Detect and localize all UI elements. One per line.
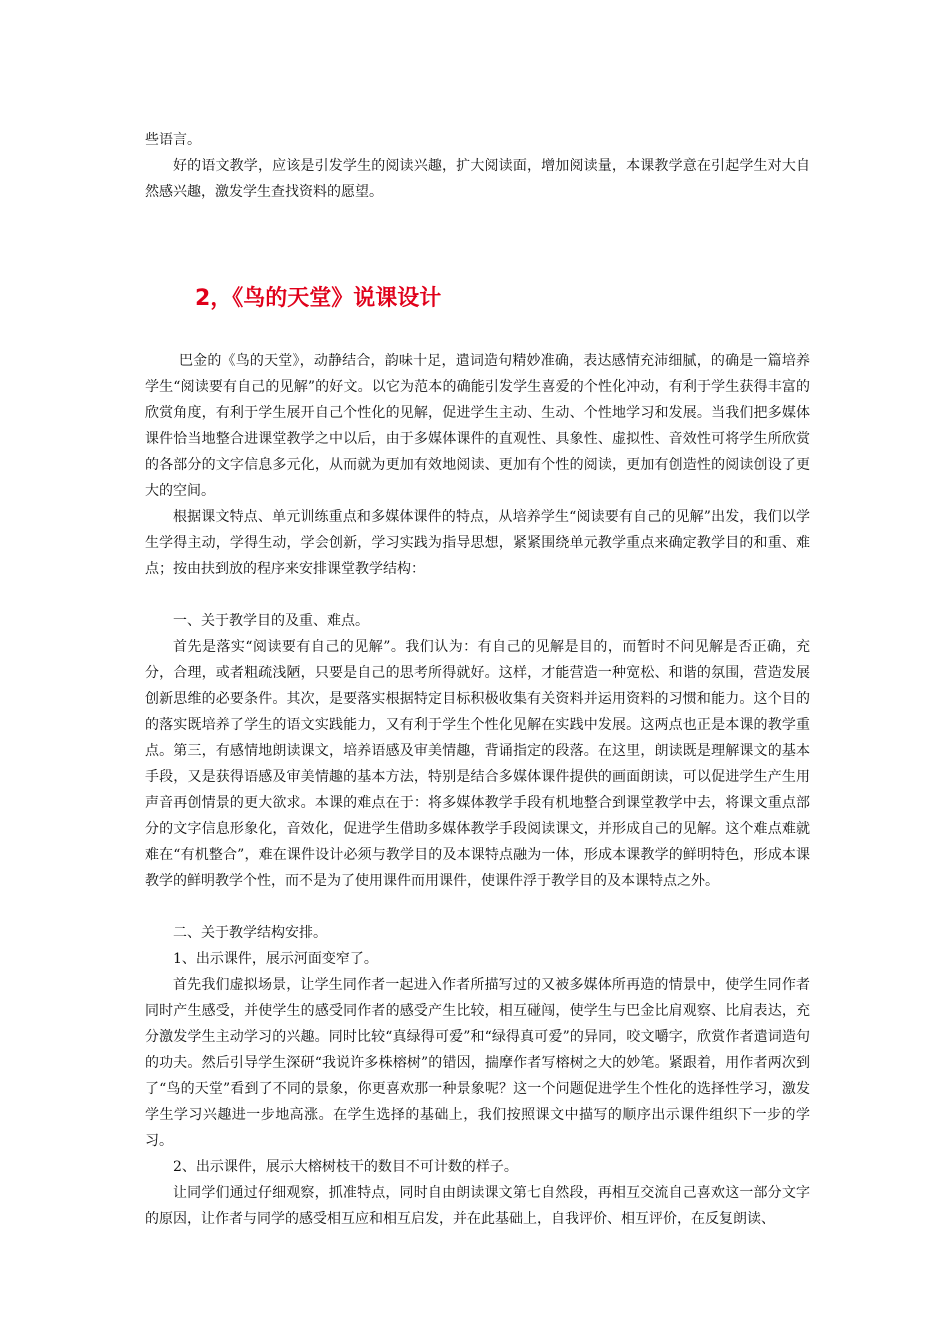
body-paragraph-1: 巴金的《鸟的天堂》，动静结合，韵味十足，遣词造句精妙准确，表达感情充沛细腻，的确是一篇培养学生“阅读要有自己的见解”的好文。以它为范本的确能引发学生喜爱的个性化冲动，有利于学生获得丰富的欣赏角度，有利于学生展开自己个性化的见解，促进学生主动、生动、个性地学习和发展。当我们把多媒体课件恰当地整合进课堂教学之中以后，由于多媒体课件的直观性、具象性、虚拟性、音效性可将学生所欣赏的各部分的文字信息多元化，从而就为更加有效地阅读、更加有个性的阅读，更加有创造性的阅读创设了更大的空间。 (145, 353, 810, 499)
intro-paragraph: 好的语文教学，应该是引发学生的阅读兴趣，扩大阅读面，增加阅读量，本课教学意在引起学生对大自然感兴趣，激发学生查找资料的愿望。 (145, 158, 810, 200)
spacer (145, 582, 810, 608)
heading-teaching-structure: 二、关于教学结构安排。 (173, 925, 327, 941)
step-1: 1、出示课件，展示河面变窄了。 (173, 951, 378, 967)
body-paragraph-3: 首先是落实“阅读要有自己的见解”。我们认为：有自己的见解是目的，而暂时不问见解是否正确，充分，合理，或者粗疏浅陋，只要是自己的思考所得就好。这样，才能营造一种宽松、和谐的氛围，营造发展创新思维的必要条件。其次，是要落实根据特定目标积极收集有关资料并运用资料的习惯和能力。这个目的的落实既培养了学生的语文实践能力，又有利于学生个性化见解在实践中发展。这两点也正是本课的教学重点。第三，有感情地朗读课文，培养语感及审美情趣，背诵指定的段落。在这里，朗读既是理解课文的基本手段，又是获得语感及审美情趣的基本方法，特别是结合多媒体课件提供的画面朗读，可以促进学生产生用声音再创情景的更大欲求。本课的难点在于：将多媒体教学手段有机地整合到课堂教学中去，将课文重点部分的文字信息形象化，音效化，促进学生借助多媒体教学手段阅读课文，并形成自己的见解。这个难点难就难在“有机整合”，难在课件设计必须与教学目的及本课特点融为一体，形成本课教学的鲜明特色，形成本课教学的鲜明教学个性，而不是为了使用课件而用课件，使课件浮于教学目的及本课特点之外。 (145, 639, 810, 889)
body-section (145, 348, 810, 1232)
heading-teaching-goals: 一、关于教学目的及重、难点。 (173, 613, 369, 629)
intro-continuation: 些语言。 (145, 132, 201, 148)
body-paragraph-2: 根据课文特点、单元训练重点和多媒体课件的特点，从培养学生“阅读要有自己的见解”出发，我们以学生学得主动，学得生动，学会创新，学习实践为指导思想，紧紧围绕单元教学重点来确定教学目的和重、难点；按由扶到放的程序来安排课堂教学结构： (145, 509, 810, 577)
section-title: 2，《鸟的天堂》说课设计 (195, 286, 442, 311)
spacer (145, 894, 810, 920)
body-paragraph-5: 让同学们通过仔细观察，抓准特点，同时自由朗读课文第七自然段，再相互交流自己喜欢这一部分文字的原因，让作者与同学的感受相互应和相互启发，并在此基础上，自我评价、相互评价，在反复朗读、 (145, 1185, 810, 1227)
body-paragraph-4: 首先我们虚拟场景，让学生同作者一起进入作者所描写过的又被多媒体所再造的情景中，使学生同作者同时产生感受，并使学生的感受同作者的感受产生比较，相互碰闯，使学生与巴金比肩观察、比肩表达，充分激发学生主动学习的兴趣。同时比较“真绿得可爱”和“绿得真可爱”的异同，咬文嚼字，欣赏作者遣词造句的功夫。然后引导学生深研“我说许多株榕树”的错因，揣摩作者写榕树之大的妙笔。紧跟着，用作者两次到了“鸟的天堂”看到了不同的景象，你更喜欢那一种景象呢？这一个问题促进学生个性化的选择性学习，激发学生学习兴趣进一步地高涨。在学生选择的基础上，我们按照课文中描写的顺序出示课件组织下一步的学习。 (145, 977, 810, 1149)
intro-section (145, 127, 810, 205)
step-2: 2、出示课件，展示大榕树枝干的数目不可计数的样子。 (173, 1159, 518, 1175)
